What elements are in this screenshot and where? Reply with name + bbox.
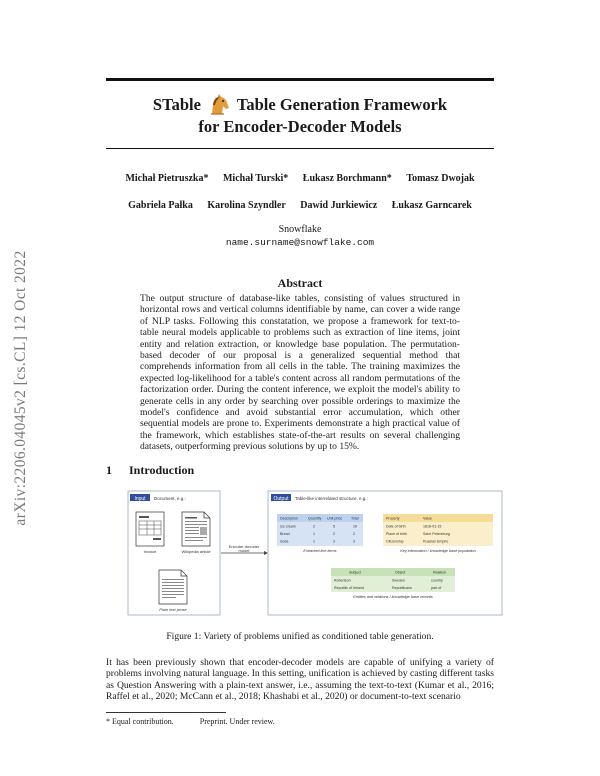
table-cell: Soda [280, 539, 289, 544]
table-cell: 2 [333, 532, 335, 536]
author: Gabriela Pałka [128, 200, 193, 211]
author: Dawid Jurkiewicz [300, 200, 378, 211]
output-tag: Output [273, 495, 289, 502]
author: Michał Turski* [222, 173, 289, 184]
table-cell: 3 [333, 539, 335, 544]
output-description: Table-like interrelated structure, e.g.: [295, 495, 368, 501]
table-cell: Republic of Ireland [334, 586, 364, 590]
table-cell: Citizenship [386, 539, 404, 544]
table-header: Quantity [308, 516, 322, 521]
affiliation: Snowflake [278, 224, 322, 235]
table-cell: 1818-01-15 [423, 524, 442, 529]
paper-title [106, 93, 494, 138]
table-cell: Date of birth [386, 524, 406, 529]
title-top-rule [106, 78, 494, 81]
table-header: Subject [349, 570, 361, 575]
footnote-preprint: Preprint. Under review. [199, 717, 275, 726]
table-cell: Saint Petersburg [423, 532, 450, 536]
table-cell: 3 [353, 539, 355, 544]
section-title: Introduction [129, 463, 195, 477]
author: Łukasz Garncarek [391, 200, 472, 211]
horse-logo-icon [207, 93, 231, 115]
table-cell: Place of birth [386, 532, 407, 536]
table-cell: 1 [313, 539, 315, 544]
title-bottom-rule [106, 148, 494, 149]
table-cell: Russian Empire [423, 539, 449, 544]
table-cell: Republicans [392, 586, 412, 590]
table-header: Unit price [327, 516, 343, 521]
wiki-label: Wikipedia article [181, 549, 211, 554]
table-cell: 10 [353, 524, 357, 529]
authors-row-2 [106, 200, 494, 211]
abstract-body: The output structure of database-like tables, consisting of values structured in horizontal rows and vertical columns identifiable by name, can cover a wide range of NLP tasks. Following this constatation, we propose a framework for text-to-table neural models applicable to problems such as extraction of line items, joint entity and relation extraction, or knowledge base population. The permutation-based decoder of our proposal is a generalized sequential method that comprehends information from all cells in the table. The training maximizes the expected log-likelihood for a table's content across all random permutations of the factorization order. During the content inference, we exploit the model's ability to generate cells in any order by searching over possible orderings to maximize the model's confidence and avoid substantial error accumulation, which other sequential models are prone to. Experiments demonstrate a high practical value of the framework, which establishes state-of-the-art results on several challenging datasets, outperforming previous solutions by up to 15%. [140, 293, 460, 453]
table-header: Object [395, 570, 406, 575]
intro-paragraph: It has been previously shown that encoder-decoder models are capable of unifying a variety of problems involving natural language. In this setting, unification is achieved by casting different tasks as Question Answering with a plain-text answer, i.e., assuming the text-to-text (Kumar et al., 2016; Raffel et al., 2020; McCann et al., 2018; Khashabi et al., 2020) or document-to-text scenario [106, 657, 495, 703]
table-cell: part of [431, 586, 442, 590]
line-items-caption: Extracted line items [303, 549, 337, 553]
figure-diagram [127, 490, 503, 616]
invoice-label: Invoice [143, 549, 157, 554]
input-description: Document, e.g.: [154, 495, 186, 501]
figure-1 [127, 490, 503, 616]
table-header: Total [351, 516, 359, 521]
table-header: Value [423, 516, 432, 521]
invoice-document-icon [136, 512, 164, 546]
author: Michał Pietruszka* [125, 173, 209, 184]
abstract-heading: Abstract [277, 276, 323, 290]
table-header: Description [280, 516, 298, 521]
arrow-head-icon [264, 551, 268, 555]
title-part-1: STable [152, 95, 201, 114]
table-cell: 5 [333, 524, 335, 529]
table-cell: Bread [280, 532, 290, 536]
table-cell: 1 [313, 532, 315, 536]
contact-email[interactable]: name.surname@snowflake.com [225, 237, 375, 248]
table-cell: country [431, 578, 443, 583]
author: Karolina Szyndler [207, 200, 286, 211]
author: Tomasz Dwojak [406, 173, 475, 184]
key-info-table [383, 514, 493, 546]
arxiv-identifier: arXiv:2206.04045v2 [cs.CL] 12 Oct 2022 [12, 250, 29, 526]
footnote-equal-contribution: * Equal contribution. [106, 717, 174, 726]
footnote-rule [106, 712, 226, 713]
relations-table [331, 568, 455, 592]
plain-text-document-icon [159, 570, 187, 604]
figure-caption: Figure 1: Variety of problems unified as conditioned table generation. [166, 631, 434, 642]
section-number: 1 [106, 463, 112, 477]
plain-text-label: Plain text prose [159, 607, 187, 612]
table-cell: Ice cream [280, 524, 296, 529]
author: Łukasz Borchmann* [302, 173, 392, 184]
table-header: Property [386, 516, 400, 521]
key-info-caption: Key information / knowledge base population [400, 549, 476, 553]
authors-row-1 [106, 173, 494, 184]
title-line-1 [106, 93, 494, 116]
section-heading [106, 463, 194, 478]
table-header: Relation [433, 570, 447, 575]
footnote [106, 717, 275, 726]
arrow-label-2: model [238, 548, 250, 553]
title-part-2: Table Generation Framework [236, 95, 448, 114]
arrow-label-1: Encoder-decoder [228, 544, 260, 549]
title-line-2: for Encoder-Decoder Models [198, 117, 402, 136]
input-tag: Input [134, 495, 146, 502]
wikipedia-article-icon [182, 512, 210, 546]
table-cell: 2 [313, 524, 315, 529]
table-cell: 2 [353, 532, 355, 536]
table-cell: Robertson [334, 578, 351, 583]
relations-caption: Entities and relations / knowledge base records [353, 595, 433, 599]
table-cell: Sweden [392, 578, 405, 583]
line-items-table [277, 514, 363, 546]
arxiv-sidebar [8, 0, 34, 776]
